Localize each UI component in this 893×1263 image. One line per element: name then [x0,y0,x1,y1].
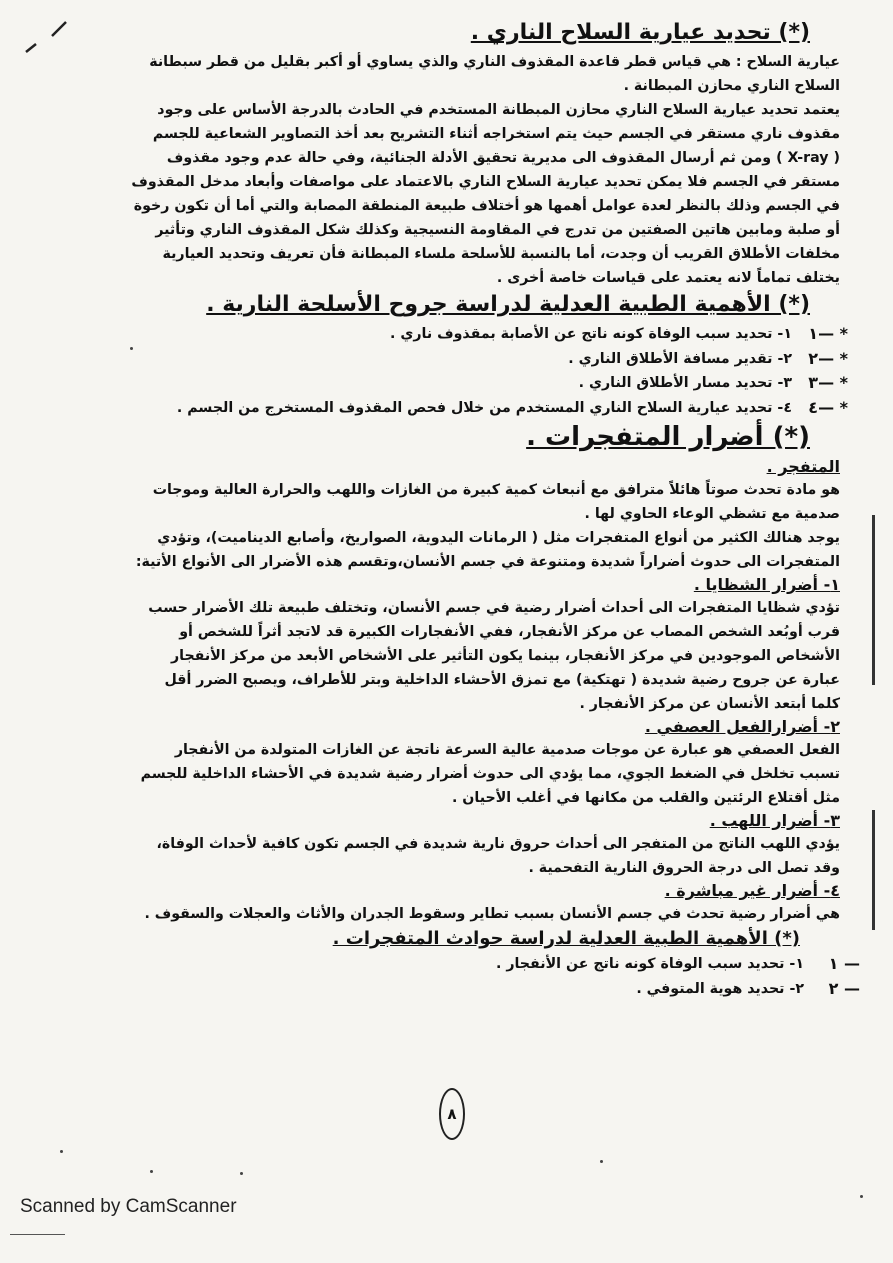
subheading-explosive: المتفجر . [766,457,840,476]
scan-speck [240,1172,243,1175]
indirect-paragraph [40,902,840,926]
list-marker: — ٢ [828,978,860,998]
text-line: الفعل العصفي هو عبارة عن موجات صدمية عالية السرعة ناتجة عن الغازات المتولدة من الأنفجار [174,742,840,758]
subheading-flame-harms: ٣- أضرار اللهب . [709,811,840,830]
footer-rule [10,1234,65,1235]
firearm-importance-list [40,322,848,420]
subheading-blast-harms: ٢- أضرارالفعل العصفي . [644,717,840,736]
scanner-watermark: Scanned by CamScanner [20,1196,237,1217]
list-marker: — ١ [828,954,860,973]
list-item [40,347,848,372]
list-item [40,322,848,347]
text-line: صدمية مع تشظي الوعاء الحاوي لها . [584,506,840,522]
text-line: أو صلبة ومابين هاتين الصفتين من تدرج في المقاومة النسيجية وكذلك شكل المقذوف الناري وتأثير [155,222,840,238]
explosion-importance-list [40,952,860,1001]
text-line: مقذوف ناري مستقر في الجسم حيث يتم استخراجه أثناء التشريح بعد أخذ التصاوير الشعاعية للجسم [152,126,840,142]
text-line: يوجد هنالك الكثير من أنواع المتفجرات مثل ( الرمانات اليدوية، الصواريخ، وأصابع الديناميت)، وتؤدي [157,530,840,546]
text-line: تؤدي شظايا المتفجرات الى أحداث أضرار رضية في جسم الأنسان، وتختلف طبيعة تلك الأضرار حسب [148,600,840,616]
text-line: ( X-ray ) ومن ثم أرسال المقذوف الى مديرية تحقيق الأدلة الجنائية، وفي حالة عدم وجود مقذوف [166,150,840,166]
caliber-paragraph [40,50,840,290]
text-line: هي أضرار رضية تحدث في جسم الأنسان بسبب تطاير وسقوط الجدران والأثاث والعجلات والسقوف . [144,906,840,922]
list-item-text: ٣- تحديد مسار الأطلاق الناري . [578,375,792,391]
text-line: وقد تصل الى درجة الحروق النارية التفحمية . [528,860,840,876]
section-heading-firearm-wounds-importance: (*) الأهمية الطبية العدلية لدراسة جروح الأسلحة النارية . [206,292,810,317]
text-line: قرب أوبُعد الشخص المصاب عن مركز الأنفجار، ففي الأنفجارات الكبيرة قد لاتجد أثراً للشخص أو [179,624,840,640]
scan-speck [60,1150,63,1153]
section-heading-weapon-caliber: (*) تحديد عيارية السلاح الناري . [470,20,810,45]
scan-speck [130,347,133,350]
text-line: كلما أبتعد الأنسان عن مركز الأنفجار . [579,696,840,712]
list-item [40,977,860,1002]
list-item-text: ٢- تقدير مسافة الأطلاق الناري . [568,350,792,367]
section-heading-explosion-importance: (*) الأهمية الطبية العدلية لدراسة حوادث المتفجرات . [332,928,800,949]
margin-mark [872,515,875,685]
text-line: في الجسم وذلك بالنظر لعدة عوامل أهمها هو أختلاف طبيعة المنطقة المصابة والتي أما أن تكون رخوة [133,198,840,214]
list-item [40,952,860,977]
text-line: الأشخاص الموجودين في مركز الأنفجار، بينما يكون التأثير على الأشخاص الأبعد من مركز الأنفجار [170,648,840,664]
list-item-text: ٢- تحديد هوية المتوفي . [636,980,804,997]
subheading-shrapnel-harms: ١- أضرار الشظايا . [693,575,840,594]
section-heading-explosive-harms: (*) أضرار المتفجرات . [526,422,810,452]
list-item [40,396,848,421]
text-line: مخلفات الأطلاق القريب أن وجدت، أما بالنسبة للأسلحة ملساء المبطانة فأن تعريف وتحديد العيارية [162,246,840,262]
list-marker: * —٤ [808,397,848,417]
margin-mark [872,810,875,930]
text-line: المتفجرات الى حدوث أضراراً شديدة ومتنوعة في جسم الأنسان،وتقسم هذه الأضرار الى الأنواع الأتية: [135,554,840,570]
page-number: ٨ [439,1088,465,1140]
blast-paragraph [40,738,840,810]
list-item-text: ١- تحديد سبب الوفاة كونه ناتج عن الأنفجار . [495,956,804,972]
text-line: يؤدي اللهب الناتج من المتفجر الى أحداث حروق نارية شديدة في الجسم تكون كافية لأحداث الوفاة، [156,836,840,852]
list-item [40,371,848,396]
scan-speck [150,1170,153,1173]
text-line: يختلف تماماً لانه يعتمد على قياسات خاصة أخرى . [496,270,840,286]
list-item-text: ٤- تحديد عيارية السلاح الناري المستخدم من خلال فحص المقذوف المستخرج من الجسم . [176,399,792,416]
list-marker: * —٣ [808,373,848,392]
list-marker: * —٢ [808,348,848,368]
text-line: هو مادة تحدث صوتاً هائلاً مترافق مع أنبعاث كمية كبيرة من الغازات واللهب والحرارة العالية وموجات [152,482,840,498]
text-line: عبارة عن جروح رضية شديدة ( تهتكية) مع تمزق الأحشاء الداخلية وبتر للأطراف، ويصبح الضرر أقل [164,672,840,688]
document-page [40,18,860,1001]
list-marker: * —١ [808,324,848,343]
text-line: السلاح الناري محازن المبطانة . [623,78,840,94]
scan-speck [860,1195,863,1198]
text-line: يعتمد تحديد عيارية السلاح الناري محازن المبطانة المستخدم في الحادث بالدرجة الأساس على وجود [157,102,840,118]
flame-paragraph [40,832,840,880]
subheading-indirect-harms: ٤- أضرار غير مباشرة . [664,881,840,900]
text-line: عيارية السلاح : هي قياس قطر قاعدة المقذوف الناري والذي يساوي أو أكبر بقليل من قطر سبطانة [149,54,840,70]
explosive-definition [40,478,840,574]
scan-speck [600,1160,603,1163]
text-line: تسبب تخلخل في الضغط الجوي، مما يؤدي الى حدوث أضرار رضية شديدة في الأحشاء الداخلية للجسم [140,766,840,782]
list-item-text: ١- تحديد سبب الوفاة كونه ناتج عن الأصابة بمقذوف ناري . [390,326,792,342]
shrapnel-paragraph [40,596,840,716]
text-line: مثل أقتلاع الرئتين والقلب من مكانها في أغلب الأحيان . [451,790,840,806]
text-line: مستقر في الجسم فلا يمكن تحديد عيارية السلاح الناري بالاعتماد على مواصفات وأبعاد مدخل المقذوف [131,174,840,190]
